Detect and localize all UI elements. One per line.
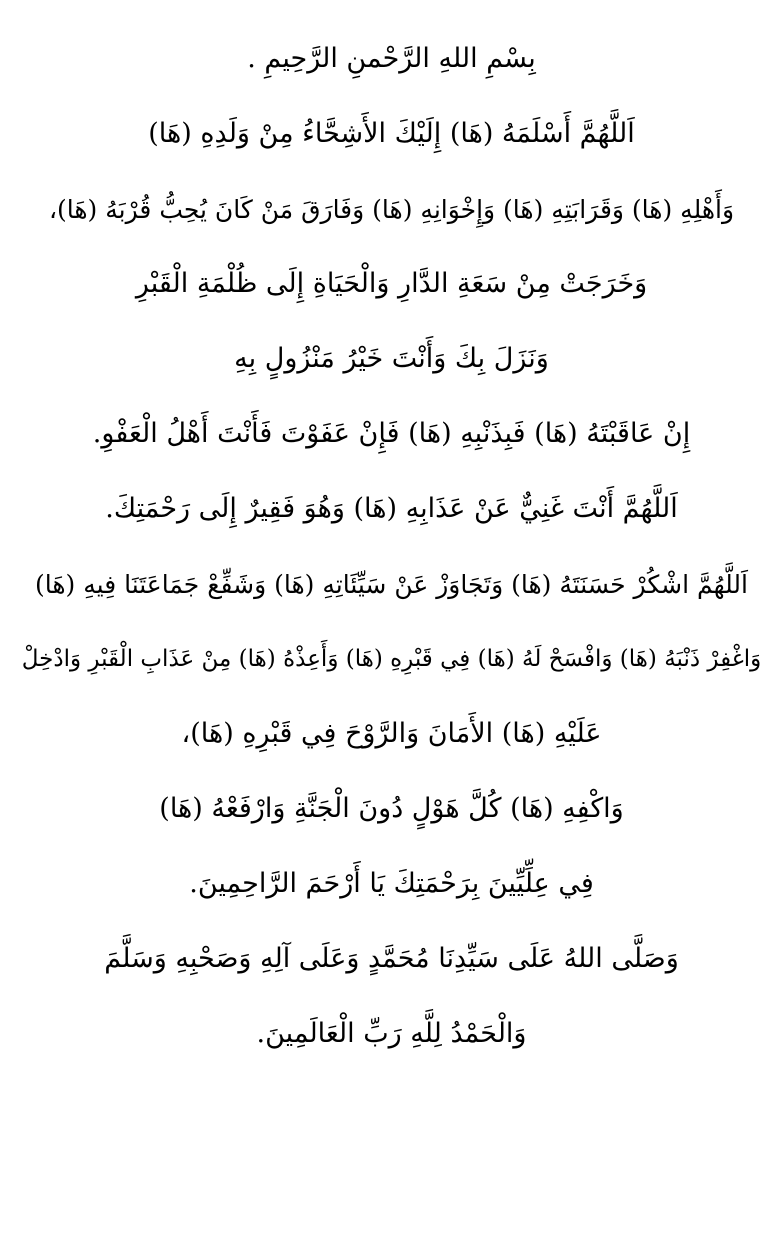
text-line: وَنَزَلَ بِكَ وَأَنْتَ خَيْرُ مَنْزُولٍ بِهِ [234, 343, 549, 375]
basmala-line: بِسْمِ اللهِ الرَّحْمنِ الرَّحِيمِ . [247, 43, 536, 75]
text-line: عَلَيْهِ (هَا) الأَمَانَ وَالرَّوْحَ فِي قَبْرِهِ (هَا)، [181, 718, 602, 750]
text-line: وَصَلَّى اللهُ عَلَى سَيِّدِنَا مُحَمَّدٍ وَعَلَى آلِهِ وَصَحْبِهِ وَسَلَّمَ [104, 943, 679, 975]
text-line: وَخَرَجَتْ مِنْ سَعَةِ الدَّارِ وَالْحَيَاةِ إِلَى ظُلْمَةِ الْقَبْرِ [135, 268, 648, 300]
text-line: وَاغْفِرْ ذَنْبَهُ (هَا) وَافْسَحْ لَهُ (هَا) فِي قَبْرِهِ (هَا) وَأَعِذْهُ (هَا) مِنْ عَذَابِ الْقَبْرِ وَادْخِلْ [21, 645, 762, 672]
text-line: اَللَّهُمَّ أَنْتَ غَنِيٌّ عَنْ عَذَابِهِ (هَا) وَهُوَ فَقِيرٌ إِلَى رَحْمَتِكَ. [105, 493, 678, 525]
text-line: إِنْ عَاقَبْتَهُ (هَا) فَبِذَنْبِهِ (هَا) فَإِنْ عَفَوْتَ فَأَنْتَ أَهْلُ الْعَفْوِ. [92, 418, 691, 450]
text-line: وَأَهْلِهِ (هَا) وَقَرَابَتِهِ (هَا) وَإِخْوَانِهِ (هَا) وَفَارَقَ مَنْ كَانَ يُحِبُّ قُرْبَهُ (هَا)، [48, 194, 735, 224]
text-line: وَاكْفِهِ (هَا) كُلَّ هَوْلٍ دُونَ الْجَنَّةِ وَارْفَعْهُ (هَا) [159, 793, 624, 825]
text-line: فِي عِلِّيِّينَ بِرَحْمَتِكَ يَا أَرْحَمَ الرَّاحِمِينَ. [189, 868, 594, 900]
text-line: اَللَّهُمَّ اشْكُرْ حَسَنَتَهُ (هَا) وَتَجَاوَزْ عَنْ سَيِّئَاتِهِ (هَا) وَشَفِّعْ جَمَاعَتَنَا فِيهِ (هَا) [35, 569, 748, 599]
closing-line: وَالْحَمْدُ لِلَّهِ رَبِّ الْعَالَمِينَ. [256, 1018, 527, 1050]
text-line: اَللَّهُمَّ أَسْلَمَهُ (هَا) إِلَيْكَ الأَشِحَّاءُ مِنْ وَلَدِهِ (هَا) [148, 118, 635, 150]
